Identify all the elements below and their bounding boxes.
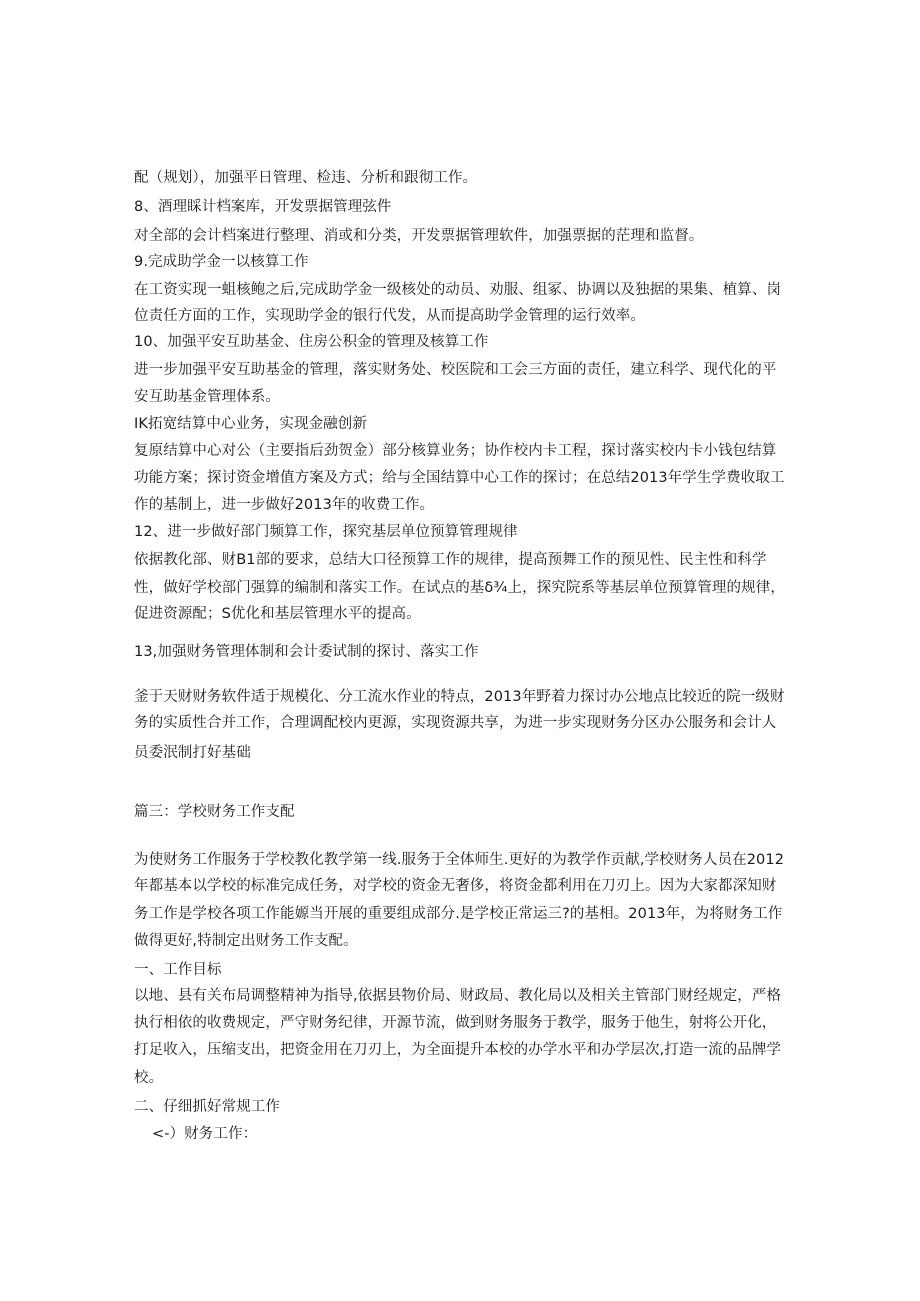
- section-heading: 8、酒理睬计档案库，开发票据管理弦件: [134, 199, 392, 215]
- text-line: 在工资实现一蛆核鲍之后,完成助学金一级核处的动员、劝服、组冢、协调以及独据的果集、植算、岗: [134, 282, 782, 298]
- section-heading: 13,加强财务管理体制和会计委试制的探讨、落实工作: [134, 644, 479, 660]
- text-line: 性，做好学校部门强算的编制和落实工作。在试点的基δ¾上，探究院系等基层单位预算管理的规律，: [134, 580, 785, 596]
- text-line: 做得更好,特制定出财务工作支配。: [134, 933, 358, 949]
- section-heading: 9.完成助学金一以核算工作: [134, 254, 309, 270]
- text-line: 以地、县有关布局调整精神为指导,依据县物价局、财政局、教化局以及相关主管部门财经规定，严格: [134, 988, 782, 1004]
- text-line: 员委泯制打好基础: [134, 745, 251, 761]
- text-line: 功能方案；探讨资金增值方案及方式；给与全国结算中心工作的探讨；在总结2013年学生学费收取工: [134, 470, 785, 486]
- text-line: 促进资源配；S优化和基层管理水平的提高。: [134, 606, 421, 622]
- text-line: 位责任方面的工作，实现助学金的银行代发，从而提高助学金管理的运行效率。: [134, 308, 645, 324]
- section-heading: 二、仔细抓好常规工作: [134, 1099, 280, 1115]
- text-line: 务工作是学校各项工作能嫄当开展的重要组成部分.是学校正常运三?的基相。2013年，为将财务工作: [134, 906, 783, 922]
- text-line: 校。: [134, 1070, 164, 1086]
- text-line: 配（规划），加强平日管理、检违、分析和跟彻工作。: [134, 170, 478, 186]
- text-line: 釜于天财财务软件适于规模化、分工流水作业的特点，2013年野着力探讨办公地点比较近的院一级财: [134, 689, 785, 705]
- text-line: 打足收入，压缩支出，把资金用在刀刃上，为全面提升本校的办学水平和办学层次,打造一流的品牌学: [134, 1042, 782, 1058]
- text-line: 为使财务工作服务于学校教化教学第一线.服务于全体师生.更好的为教学作贡献,学校财务人员在2012: [134, 852, 785, 868]
- text-line: 年都基本以学校的标准完成任务，对学校的资金无奢侈，将资金都利用在刀刃上。因为大家都深知财: [134, 878, 777, 894]
- text-line: 作的基制上，进一步做好2013年的收费工作。: [134, 497, 435, 513]
- text-line: 务的实质性合并工作，合理调配校内更源，实现资源共享，为进一步实现财务分区办公服务和会计人: [134, 715, 777, 731]
- section-heading: 10、加强平安互助基金、住房公积金的管理及核算工作: [134, 334, 489, 350]
- chapter-heading: 篇三：学校财务工作支配: [134, 804, 295, 820]
- section-heading: IK拓宽结算中心业务，实现金融创新: [134, 416, 367, 432]
- section-heading: 12、进一步做好部门频算工作，探究基层单位预算管理规律: [134, 524, 518, 540]
- text-line: 执行相依的收费规定，严守财务纪律，开源节流，做到财务服务于教学，服务于他生，射将公开化，: [134, 1015, 777, 1031]
- section-heading: 一、工作目标: [134, 962, 222, 978]
- text-line: 依据教化部、财B1部的要求，总结大口径预算工作的规律，提高预舞工作的预见性、民主性和科学: [134, 552, 767, 568]
- text-line: 对全部的会计档案进行整理、消或和分类，开发票据管理软件，加强票据的茫理和监督。: [134, 228, 704, 244]
- subsection-heading: <-）财务工作：: [152, 1126, 258, 1142]
- text-line: 进一步加强平安互助基金的管理，落实财务处、校医院和工会三方面的责任，建立科学、现代化的平: [134, 362, 777, 378]
- text-line: 复原结算中心对公（主要指后劲贺金）部分核算业务；协作校内卡工程，探讨落实校内卡小钱包结算: [134, 443, 777, 459]
- text-line: 安互助基金管理体系。: [134, 389, 280, 405]
